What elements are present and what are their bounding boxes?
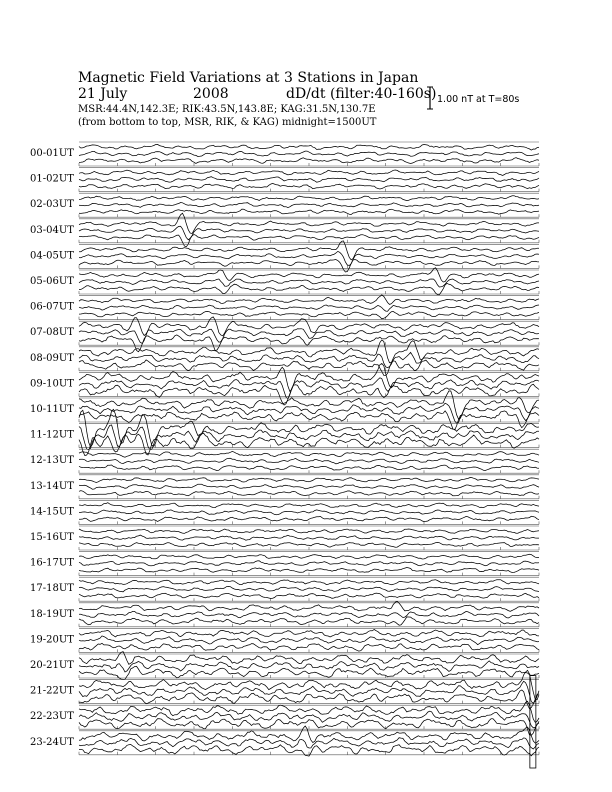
- trace-rik: [79, 535, 539, 540]
- trace-msr: [79, 690, 539, 709]
- hour-row: [30, 317, 539, 352]
- hour-row: [30, 526, 539, 550]
- row-label: 08-09UT: [30, 352, 74, 364]
- trace-msr: [79, 568, 539, 573]
- hour-row: [30, 142, 539, 166]
- trace-rik: [79, 611, 539, 618]
- trace-rik: [79, 510, 539, 515]
- row-label: 02-03UT: [30, 199, 74, 211]
- trace-msr: [79, 433, 539, 455]
- row-label: 14-15UT: [30, 506, 74, 518]
- hour-row: [30, 295, 539, 320]
- trace-msr: [79, 542, 539, 547]
- row-label: 15-16UT: [30, 532, 74, 543]
- row-label: 18-19UT: [30, 608, 74, 620]
- year-label: 2008: [193, 86, 229, 102]
- row-label: 01-02UT: [30, 173, 74, 185]
- row-label: 13-14UT: [30, 480, 74, 492]
- hour-row: [30, 701, 539, 735]
- hour-row: [30, 168, 539, 192]
- station-coordinates: MSR:44.4N,142.3E; RIK:43.5N,143.8E; KAG:31.5N,130.7E: [78, 104, 376, 115]
- hour-rows: [30, 142, 539, 756]
- hour-row: [30, 601, 539, 626]
- chart-title: Magnetic Field Variations at 3 Stations in Japan: [78, 70, 419, 86]
- row-label: 10-11UT: [30, 404, 74, 415]
- trace-rik: [79, 458, 539, 464]
- trace-kag: [79, 503, 539, 508]
- trace-kag: [79, 701, 539, 722]
- trace-rik: [79, 586, 539, 591]
- filter-label: dD/dt (filter:40-160s): [286, 86, 437, 102]
- trace-msr: [79, 360, 539, 376]
- hour-row: [30, 475, 539, 499]
- trace-msr: [79, 593, 539, 598]
- hour-row: [30, 193, 539, 217]
- row-label: 09-10UT: [30, 378, 74, 390]
- row-label: 06-07UT: [30, 301, 74, 313]
- row-label: 04-05UT: [30, 250, 74, 262]
- trace-rik: [79, 681, 539, 703]
- trace-kag: [79, 478, 539, 483]
- row-label: 00-01UT: [30, 148, 74, 159]
- hour-row: [30, 213, 539, 247]
- row-label: 05-06UT: [30, 276, 74, 287]
- hour-row: [30, 628, 539, 652]
- row-label: 20-21UT: [30, 660, 74, 671]
- trace-rik: [79, 177, 539, 183]
- trace-rik: [79, 203, 539, 208]
- trace-rik: [79, 738, 539, 749]
- hour-row: [30, 241, 539, 272]
- trace-kag: [79, 295, 539, 305]
- row-label: 11-12UT: [30, 429, 74, 441]
- trace-msr: [79, 158, 539, 164]
- trace-rik: [79, 484, 539, 489]
- row-label: 17-18UT: [30, 583, 74, 595]
- row-label: 12-13UT: [30, 455, 74, 467]
- trace-msr: [79, 183, 539, 189]
- hour-row: [30, 364, 539, 406]
- hour-row: [30, 552, 539, 576]
- trace-msr: [79, 491, 539, 496]
- trace-kag: [79, 409, 539, 446]
- trace-rik: [79, 151, 539, 156]
- trace-kag: [79, 144, 539, 150]
- scale-bar: [427, 87, 433, 109]
- date-label: 21 July: [78, 86, 128, 102]
- hour-row: [30, 449, 539, 473]
- trace-rik: [79, 279, 539, 287]
- row-label: 07-08UT: [30, 327, 74, 339]
- hour-row: [30, 500, 539, 524]
- trace-msr: [79, 209, 539, 214]
- trace-rik: [79, 636, 539, 645]
- row-label: 16-17UT: [30, 557, 74, 569]
- trace-rik: [79, 305, 539, 311]
- row-label: 22-23UT: [30, 711, 74, 723]
- trace-kag: [79, 554, 539, 559]
- trace-rik: [79, 561, 539, 566]
- trace-kag: [79, 529, 539, 533]
- trace-kag: [79, 652, 539, 665]
- scale-bar-label: 1.00 nT at T=80s: [437, 94, 520, 105]
- trace-rik: [79, 661, 539, 672]
- row-label: 23-24UT: [30, 736, 74, 748]
- hour-row: [30, 726, 539, 756]
- trace-kag: [79, 580, 539, 585]
- trace-rik: [79, 352, 539, 367]
- row-label: 19-20UT: [30, 634, 74, 646]
- trace-kag: [79, 364, 539, 392]
- hour-row: [30, 652, 539, 680]
- trace-kag: [79, 630, 539, 638]
- trace-msr: [79, 516, 539, 521]
- hour-row: [30, 577, 539, 601]
- trace-kag: [79, 170, 539, 176]
- hour-row: [30, 268, 539, 295]
- hour-row: [30, 391, 539, 430]
- trace-msr: [79, 465, 539, 471]
- row-label: 03-04UT: [30, 224, 74, 236]
- trace-kag: [79, 196, 539, 201]
- hour-row: [30, 670, 539, 708]
- trace-order-note: (from bottom to top, MSR, RIK, & KAG) midnight=1500UT: [78, 117, 377, 128]
- row-label: 21-22UT: [30, 685, 74, 697]
